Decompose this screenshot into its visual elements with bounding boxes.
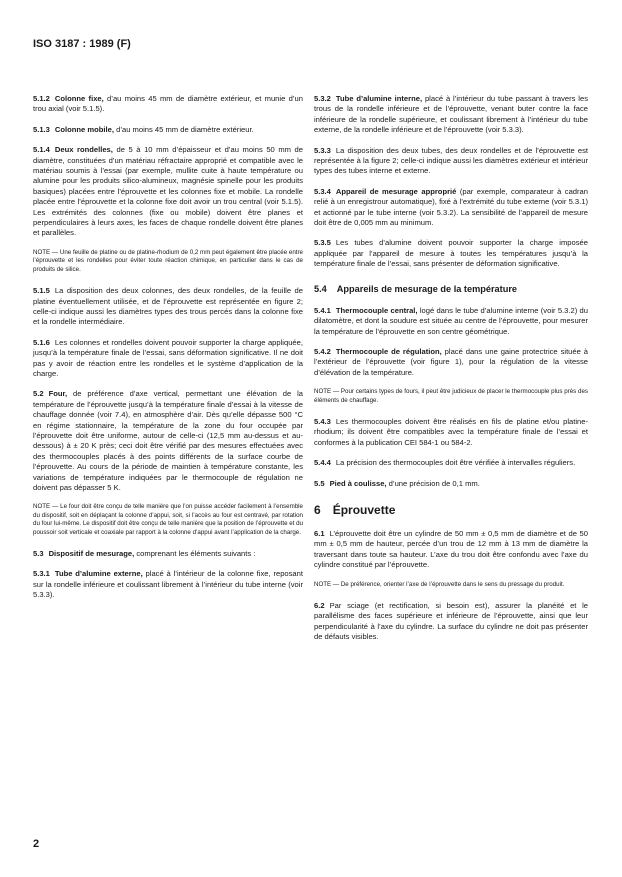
heading-number: 6 [314, 502, 321, 517]
clause-number: 5.1.3 [33, 124, 50, 134]
clause-5-3-1 [33, 569, 303, 600]
clause-text: comprenant les éléments suivants : [136, 549, 256, 559]
note: NOTE — Pour certains types de fours, il peut être judicieux de placer le thermocouple plus près des éléments de chauffage. [314, 388, 588, 404]
chapter-heading [314, 503, 588, 517]
heading-number: 5.4 [314, 283, 327, 294]
section-heading [314, 284, 588, 294]
clause-6-1 [314, 529, 588, 571]
clause-title: Tube d’alumine interne, [335, 94, 423, 103]
clause-5-4-2 [314, 347, 588, 378]
note: NOTE — Le four doit être conçu de telle manière que l’on puisse accéder facilement à l’ensemble du dispositif, soit en déplaçant la colonne d’appui, soit, si l’accès au four est centravé, par rotation du four lui-même. Le dispositif doit être conçu de telle manière que la position de l’éprouvette et du poussoir soit verticale et coaxiale par rapport à la colonne d’appui avant l’application de la charge. [33, 503, 304, 536]
page-header: ISO 3187 : 1989 (F) [33, 38, 131, 50]
clause-text: L’éprouvette doit être un cylindre de 50 mm ± 0,5 mm de diamètre et de 50 mm ± 0,5 mm de hauteur, percée d’un trou de 12 mm à 13 mm de diamètre la traversant dans toute sa hauteur. L’axe du trou doit être confondu avec l’axe du cylindre constitué par l’éprouvette. [314, 528, 588, 570]
clause-number: 5.4.2 [314, 346, 331, 356]
clause-text: placé à l’intérieur de la colonne fixe, reposant sur la rondelle inférieure et coulissant librement à l’intérieur du tube interne (voir 5.3.3). [33, 569, 303, 600]
clause-text: Les colonnes et rondelles doivent pouvoir supporter la charge appliquée, jusqu’à la température finale de l’essai, sans déformation significative. Il ne doit pas y avoir de réaction entre les rondelles et le système d’application de la charge. [33, 337, 303, 378]
clause-number: 6.2 [314, 601, 325, 610]
heading-text: Éprouvette [332, 502, 396, 517]
clause-text: Les tubes d’alumine doivent pouvoir supporter la charge imposée appliquée par l’appareil de mesure à toutes les températures jusqu’à la température finale de l’essai, sans présenter de déformation significative. [314, 238, 588, 269]
clause-number: 5.1.6 [33, 337, 50, 347]
clause-number: 5.3.2 [314, 94, 331, 103]
clause-text: (par exemple, comparateur à cadran relié à un enregistrour automatique), fixé à l’extrémité du tube externe (voir 5.3.1) et actionné par le tube interne (voir 5.3.2). La sensibilité de l’appareil de mesure doit être de 0,005 mm au minimum. [314, 186, 588, 228]
clause-5-4-1 [314, 306, 588, 337]
clause-text: logé dans le tube d’alumine interne (voir 5.3.2) du dilatomètre, et dont la soudure est située au centre de l’éprouvette, pour mesurer la température de l’éprouvette en son centre géométrique. [314, 305, 588, 336]
clause-title: Thermocouple central, [335, 305, 418, 315]
clause-title: Appareil de mesurage approprié [335, 186, 457, 196]
clause-number: 5.4.1 [314, 305, 331, 315]
clause-text: d’au moins 45 mm de diamètre extérieur, et munie d’un trou axial (voir 5.1.5). [33, 94, 303, 114]
clause-text: Les thermocouples doivent être réalisés en fils de platine et/ou platine-rhodium; ils doivent être compatibles avec la température finale de l’essai et conformes à la publication CEI 584-1 ou 584-2. [314, 416, 588, 447]
clause-number: 5.3.3 [314, 145, 331, 155]
clause-text: de préférence d’axe vertical, permettant une élévation de la température de l’éprouvette jusqu’à la température finale d’essai à la vitesse de chauffage donnée (voir 7.4), en atmosphère d’air. Dès qu’elle dépasse 500 °C en régime stationnaire, la température de la zone du four occupée par l’éprouvette doit être uniforme, autour de celle-ci (12,5 mm au-dessus et au-dessous) à ± 20 K près; ceci doit être vérifié par des mesures effectuées avec des thermocouples placés à des points différents de la surface courbe de l’éprouvette. Au cours de la période de maintien à température constante, les variations de température indiquées par le thermocouple de régulation ne doivent pas dépasser 5 K. [33, 389, 303, 492]
page-number: 2 [33, 838, 40, 850]
clause-5-4-3 [314, 417, 588, 448]
clause-number: 5.3.4 [314, 186, 331, 196]
clause-number: 5.4.4 [314, 458, 331, 468]
clause-5-1-5 [33, 286, 303, 328]
clause-text: La disposition des deux tubes, des deux rondelles et de l’éprouvette est représentée à la figure 2; celle-ci indique aussi les diamètres extérieur et intérieur types des tubes interne et externe. [314, 145, 588, 176]
clause-5-1-4 [33, 145, 303, 239]
note: NOTE — De préférence, orienter l’axe de l’éprouvette dans le sens du pressage du produit. [314, 580, 565, 588]
clause-number: 5.1.4 [33, 145, 50, 155]
clause-number: 5.3 [33, 549, 44, 559]
clause-title: Deux rondelles, [54, 145, 113, 155]
clause-title: Dispositif de mesurage, [48, 549, 135, 559]
clause-title: Thermocouple de régulation, [335, 346, 442, 356]
clause-text: La précision des thermocouples doit être vérifiée à intervalles réguliers. [335, 458, 576, 468]
heading-text: Appareils de mesurage de la température [336, 283, 518, 294]
clause-5-2 [33, 389, 303, 493]
clause-title: Pied à coulisse, [329, 478, 387, 488]
clause-title: Tube d’alumine externe, [54, 569, 143, 579]
clause-5-1-2 [33, 94, 303, 115]
clause-title: Colonne mobile, [54, 124, 114, 134]
clause-5-1-3 [33, 125, 303, 135]
clause-6-2 [314, 601, 588, 643]
clause-number: 5.5 [314, 478, 325, 488]
right-column [314, 94, 588, 653]
clause-5-3-2 [314, 94, 588, 136]
clause-text: La disposition des deux colonnes, des deux rondelles, de la feuille de platine éventuellement utilisée, et de l’éprouvette est représentée en figure 2; celle-ci indique aussi les diamètres types des trous percés dans la colonne fixe et la rondelle intermédiaire. [33, 286, 303, 327]
clause-number: 5.4.3 [314, 416, 331, 426]
clause-number: 5.2 [33, 389, 44, 399]
clause-text: de 5 à 10 mm d’épaisseur et d’au moins 50 mm de diamètre, constituées d’un matériau réfractaire approprié et compatible avec le matériau soumis à l’essai (par exemple, mullite cuite à haute température ou alumine pour les produits silico-alumineux, magnésie spinelle pour les produits basiques) placées entre l’éprouvette et les colonnes fixe et mobile. La rondelle placée entre l’éprouvette et la colonne fixe doit avoir un trou central (voir 5.1.5). Les extrémités des colonnes (fixe ou mobile) doivent être planes et perpendiculaires à leurs axes, les faces de chaque rondelle doivent être planes et parallèles. [33, 145, 303, 238]
clause-text: placé à l’intérieur du tube passant à travers les trous de la rondelle inférieure et de l’éprouvette, venant buter contre la face inférieure de la rondelle supérieure, et coulissant librement à l’intérieur du tube externe, de la rondelle inférieure et de l’éprouvette (voir 5.3.3). [314, 94, 588, 135]
clause-5-4-4 [314, 458, 588, 468]
clause-text: Par sciage (et rectification, si besoin est), assurer la planéité et le parallélisme des faces supérieure et inférieure de l’éprouvette, ainsi que leur perpendicularité à l’axe du cylindre. La surface du cylindre ne doit pas présenter de défauts visibles. [314, 601, 588, 642]
clause-text: d’au moins 45 mm de diamètre extérieur. [116, 124, 254, 134]
clause-title: Four, [48, 389, 68, 399]
clause-number: 5.3.5 [314, 238, 331, 248]
clause-5-3 [33, 549, 303, 559]
clause-text: d’une précision de 0,1 mm. [388, 478, 480, 488]
clause-number: 6.1 [314, 528, 325, 538]
clause-number: 5.3.1 [33, 569, 50, 579]
clause-title: Colonne fixe, [54, 94, 104, 103]
left-column [33, 94, 303, 611]
clause-number: 5.1.2 [33, 94, 50, 103]
clause-5-1-6 [33, 338, 303, 380]
clause-text: placé dans une gaine protectrice située à l’extérieur de l’éprouvette (voir figure 1), pour la régulation de la vitesse d’élévation de la température. [314, 346, 588, 377]
clause-5-3-3 [314, 146, 588, 177]
clause-5-5 [314, 479, 588, 489]
note: NOTE — Une feuille de platine ou de platine-rhodium de 0,2 mm peut également être placée entre l’éprouvette et les rondelles pour éviter toute réaction chimique, en particulier dans le cas de produits de silice. [33, 248, 303, 273]
clause-number: 5.1.5 [33, 286, 50, 296]
clause-5-3-4 [314, 187, 588, 229]
clause-5-3-5 [314, 238, 588, 269]
